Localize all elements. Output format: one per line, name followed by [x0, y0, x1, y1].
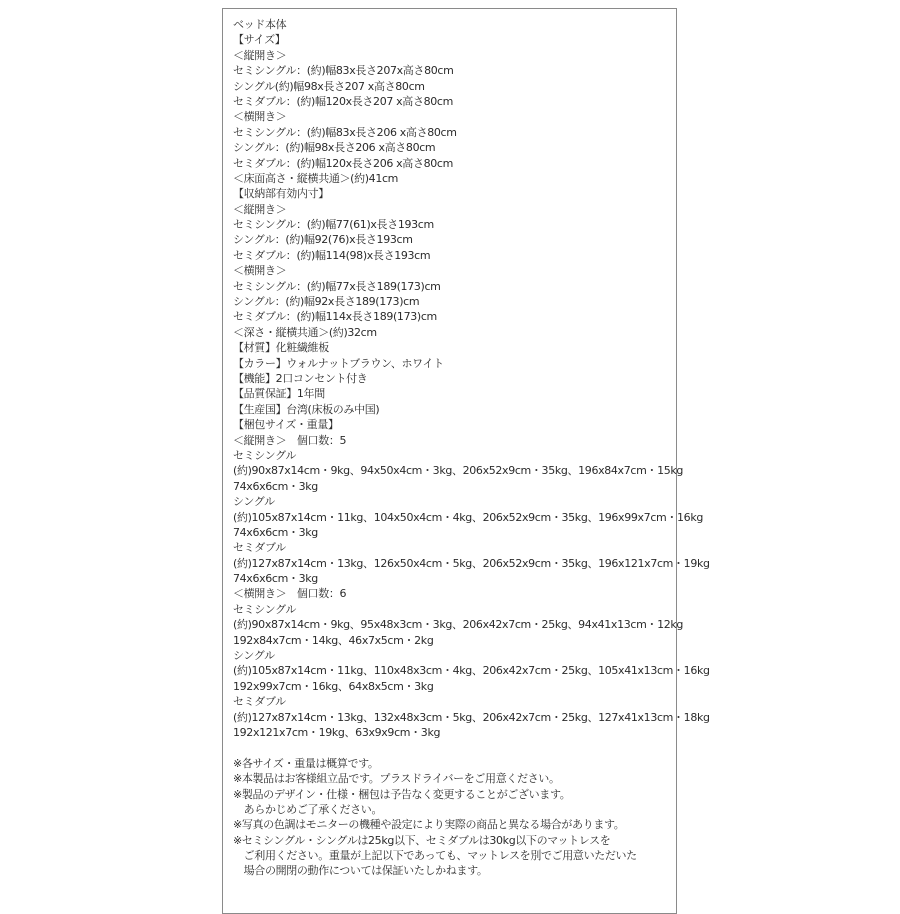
spec-line: セミシングル：(約)幅83x長さ207x高さ80cm: [233, 64, 454, 78]
spec-panel: [222, 8, 710, 914]
section-material: 【材質】化粧繊維板: [233, 341, 329, 355]
spec-text: [233, 17, 710, 879]
spec-line: シングル：(約)幅98x長さ206 x高さ80cm: [233, 141, 436, 155]
subsection-horizontal-open: ＜横開き＞: [233, 264, 287, 278]
section-origin: 【生産国】台湾(床板のみ中国): [233, 402, 380, 416]
section-package: 【梱包サイズ・重量】: [233, 418, 339, 432]
spec-line: (約)90x87x14cm・9kg、95x48x3cm・3kg、206x42x7cm・25kg、94x41x13cm・12kg: [233, 618, 684, 632]
spec-line: シングル: [233, 495, 275, 509]
spec-line: (約)105x87x14cm・11kg、104x50x4cm・4kg、206x52x9cm・35kg、196x99x7cm・16kg: [233, 510, 703, 524]
spec-line: (約)127x87x14cm・13kg、132x48x3cm・5kg、206x42x7cm・25kg、127x41x13cm・18kg: [233, 710, 710, 724]
spec-line: 74x6x6cm・3kg: [233, 572, 318, 586]
spec-line: セミダブル: [233, 695, 286, 709]
note-line: ※本製品はお客様組立品です。プラスドライバーをご用意ください。: [233, 772, 560, 786]
spec-line: 192x84x7cm・14kg、46x7x5cm・2kg: [233, 633, 434, 647]
spec-line: 192x99x7cm・16kg、64x8x5cm・3kg: [233, 679, 434, 693]
note-line: ご利用ください。重量が上記以下であっても、マットレスを別でご用意いただいた: [233, 849, 637, 863]
spec-line: (約)90x87x14cm・9kg、94x50x4cm・3kg、206x52x9cm・35kg、196x84x7cm・15kg: [233, 464, 684, 478]
spec-line: セミシングル：(約)幅77(61)x長さ193cm: [233, 218, 434, 232]
subsection-horizontal-open: ＜横開き＞: [233, 110, 287, 124]
section-size: 【サイズ】: [233, 33, 286, 47]
spec-line: 192x121x7cm・19kg、63x9x9cm・3kg: [233, 725, 441, 739]
spec-line: (約)105x87x14cm・11kg、110x48x3cm・4kg、206x42x7cm・25kg、105x41x13cm・16kg: [233, 664, 710, 678]
section-function: 【機能】2口コンセント付き: [233, 371, 368, 385]
blank-line: [233, 740, 673, 755]
subsection-vertical-open: ＜縦開き＞: [233, 202, 287, 216]
subsection-vertical-open: ＜縦開き＞ 個口数：5: [233, 433, 347, 447]
spec-line: セミダブル: [233, 541, 286, 555]
spec-line: セミダブル：(約)幅114x長さ189(173)cm: [233, 310, 437, 324]
spec-line: セミダブル：(約)幅114(98)x長さ193cm: [233, 248, 431, 262]
spec-line: セミシングル: [233, 602, 297, 616]
spec-line: シングル：(約)幅92x長さ189(173)cm: [233, 295, 420, 309]
spec-line: (約)127x87x14cm・13kg、126x50x4cm・5kg、206x52x9cm・35kg、196x121x7cm・19kg: [233, 556, 710, 570]
spec-line: シングル: [233, 649, 275, 663]
spec-line: ＜床面高さ・縦横共通＞(約)41cm: [233, 171, 399, 185]
subsection-vertical-open: ＜縦開き＞: [233, 48, 287, 62]
spec-line: ＜深さ・縦横共通＞(約)32cm: [233, 325, 377, 339]
section-storage-inner: 【収納部有効内寸】: [233, 187, 329, 201]
spec-line: 74x6x6cm・3kg: [233, 525, 318, 539]
note-line: ※各サイズ・重量は概算です。: [233, 756, 379, 770]
heading-bed-frame: ベッド本体: [233, 18, 287, 31]
note-line: ※製品のデザイン・仕様・梱包は予告なく変更することがございます。: [233, 787, 571, 801]
spec-line: セミシングル: [233, 448, 297, 462]
note-line: あらかじめご了承ください。: [233, 802, 383, 816]
spec-line: シングル：(約)幅92(76)x長さ193cm: [233, 233, 413, 247]
spec-line: シングル(約)幅98x長さ207 x高さ80cm: [233, 79, 425, 93]
section-color: 【カラー】ウォルナットブラウン、ホワイト: [233, 356, 444, 370]
spec-line: セミダブル：(約)幅120x長さ206 x高さ80cm: [233, 156, 453, 170]
spec-line: セミダブル：(約)幅120x長さ207 x高さ80cm: [233, 94, 453, 108]
note-line: ※セミシングル・シングルは25kg以下、セミダブルは30kg以下のマットレスを: [233, 833, 611, 847]
note-line: ※写真の色調はモニターの機種や設定により実際の商品と異なる場合があります。: [233, 818, 625, 832]
spec-line: 74x6x6cm・3kg: [233, 479, 318, 493]
spec-line: セミシングル：(約)幅77x長さ189(173)cm: [233, 279, 441, 293]
spec-line: セミシングル：(約)幅83x長さ206 x高さ80cm: [233, 125, 457, 139]
subsection-horizontal-open: ＜横開き＞ 個口数：6: [233, 587, 347, 601]
section-warranty: 【品質保証】1年間: [233, 387, 325, 401]
note-line: 場合の開閉の動作については保証いたしかねます。: [233, 864, 488, 878]
